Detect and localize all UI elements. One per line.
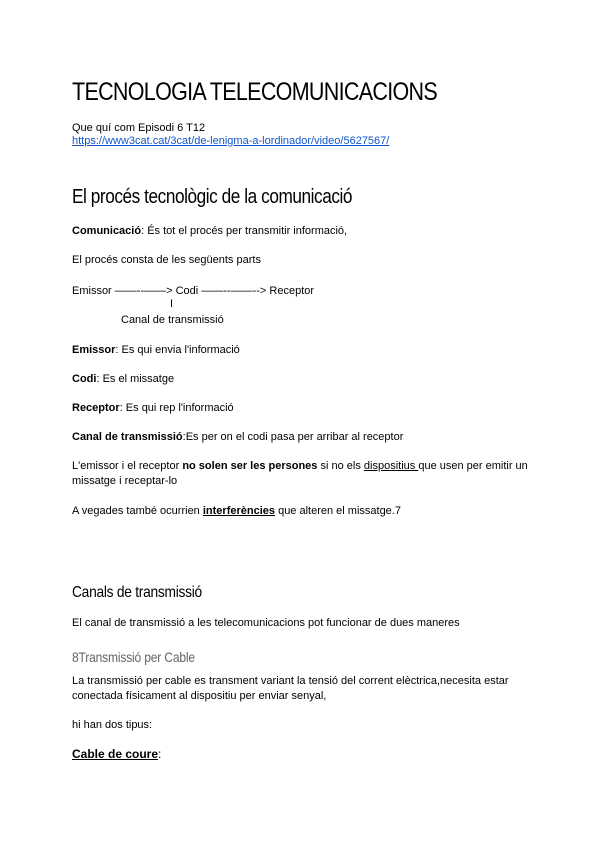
- interf-part2: que alteren el missatge.7: [275, 505, 401, 517]
- emissor-para-part2: si no els: [317, 460, 364, 472]
- interf-bold: interferències: [202, 505, 276, 517]
- term-canal: Canal de transmissió: [72, 431, 183, 443]
- parts-intro: El procés consta de les següents parts: [72, 254, 261, 266]
- definition-receptor: [72, 401, 542, 416]
- emissor-para-underline: dispositius: [363, 460, 419, 472]
- diagram-channel: Canal de transmissió: [121, 314, 224, 326]
- definition-canal: [72, 430, 542, 445]
- definition-comunicacio: [72, 224, 542, 239]
- text-codi: : Es el missatge: [96, 373, 175, 385]
- text-receptor: : Es qui rep l'informació: [119, 402, 234, 414]
- document-title: TECNOLOGIA TELECOMUNICACIONS: [72, 78, 438, 106]
- term-codi: Codi: [72, 373, 97, 385]
- emissor-para-part3: que usen per emitir un missatge i receptar-lo: [72, 460, 528, 487]
- copper-term: Cable de coure: [72, 747, 159, 761]
- definition-emissor: [72, 343, 542, 358]
- copper-cable-heading: [72, 747, 542, 762]
- text-comunicacio: : És tot el procés per transmitir informació,: [141, 225, 348, 237]
- copper-suffix: :: [158, 747, 162, 761]
- diagram-connector: I: [170, 298, 174, 310]
- subheading-cable: 8Transmissió per Cable: [72, 649, 195, 665]
- interference-paragraph: [72, 504, 542, 519]
- types-intro: hi han dos tipus:: [72, 719, 153, 731]
- interf-part1: A vegades també ocurrien: [72, 505, 203, 517]
- text-emissor: : Es qui envia l'informació: [115, 344, 240, 356]
- text-canal: :Es per on el codi pasa per arribar al receptor: [182, 431, 404, 443]
- diagram-row: Emissor ——--——> Codi ——--——--> Receptor: [72, 285, 315, 297]
- source-link-row: [72, 134, 389, 148]
- definition-codi: [72, 372, 542, 387]
- section-heading-channels: Canals de transmissió: [72, 584, 202, 601]
- channels-intro: El canal de transmissió a les telecomunicacions pot funcionar de dues maneres: [72, 617, 460, 629]
- emissor-receptor-paragraph: [72, 459, 542, 489]
- emissor-para-part1: L'emissor i el receptor: [72, 460, 183, 472]
- cable-paragraph: La transmissió per cable es transment variant la tensió del corrent elèctrica,necesita estar conectada físicament al dispositiu per enviar senyal,: [72, 675, 509, 702]
- section-heading-process: El procés tecnològic de la comunicació: [72, 186, 353, 208]
- source-link[interactable]: https://www3cat.cat/3cat/de-lenigma-a-lordinador/video/5627567/: [72, 135, 390, 147]
- source-line: Que quí com Episodi 6 T12: [72, 122, 206, 134]
- term-comunicacio: Comunicació: [72, 225, 142, 237]
- term-receptor: Receptor: [72, 402, 120, 414]
- emissor-para-bold: no solen ser les persones: [182, 460, 318, 472]
- term-emissor: Emissor: [72, 344, 116, 356]
